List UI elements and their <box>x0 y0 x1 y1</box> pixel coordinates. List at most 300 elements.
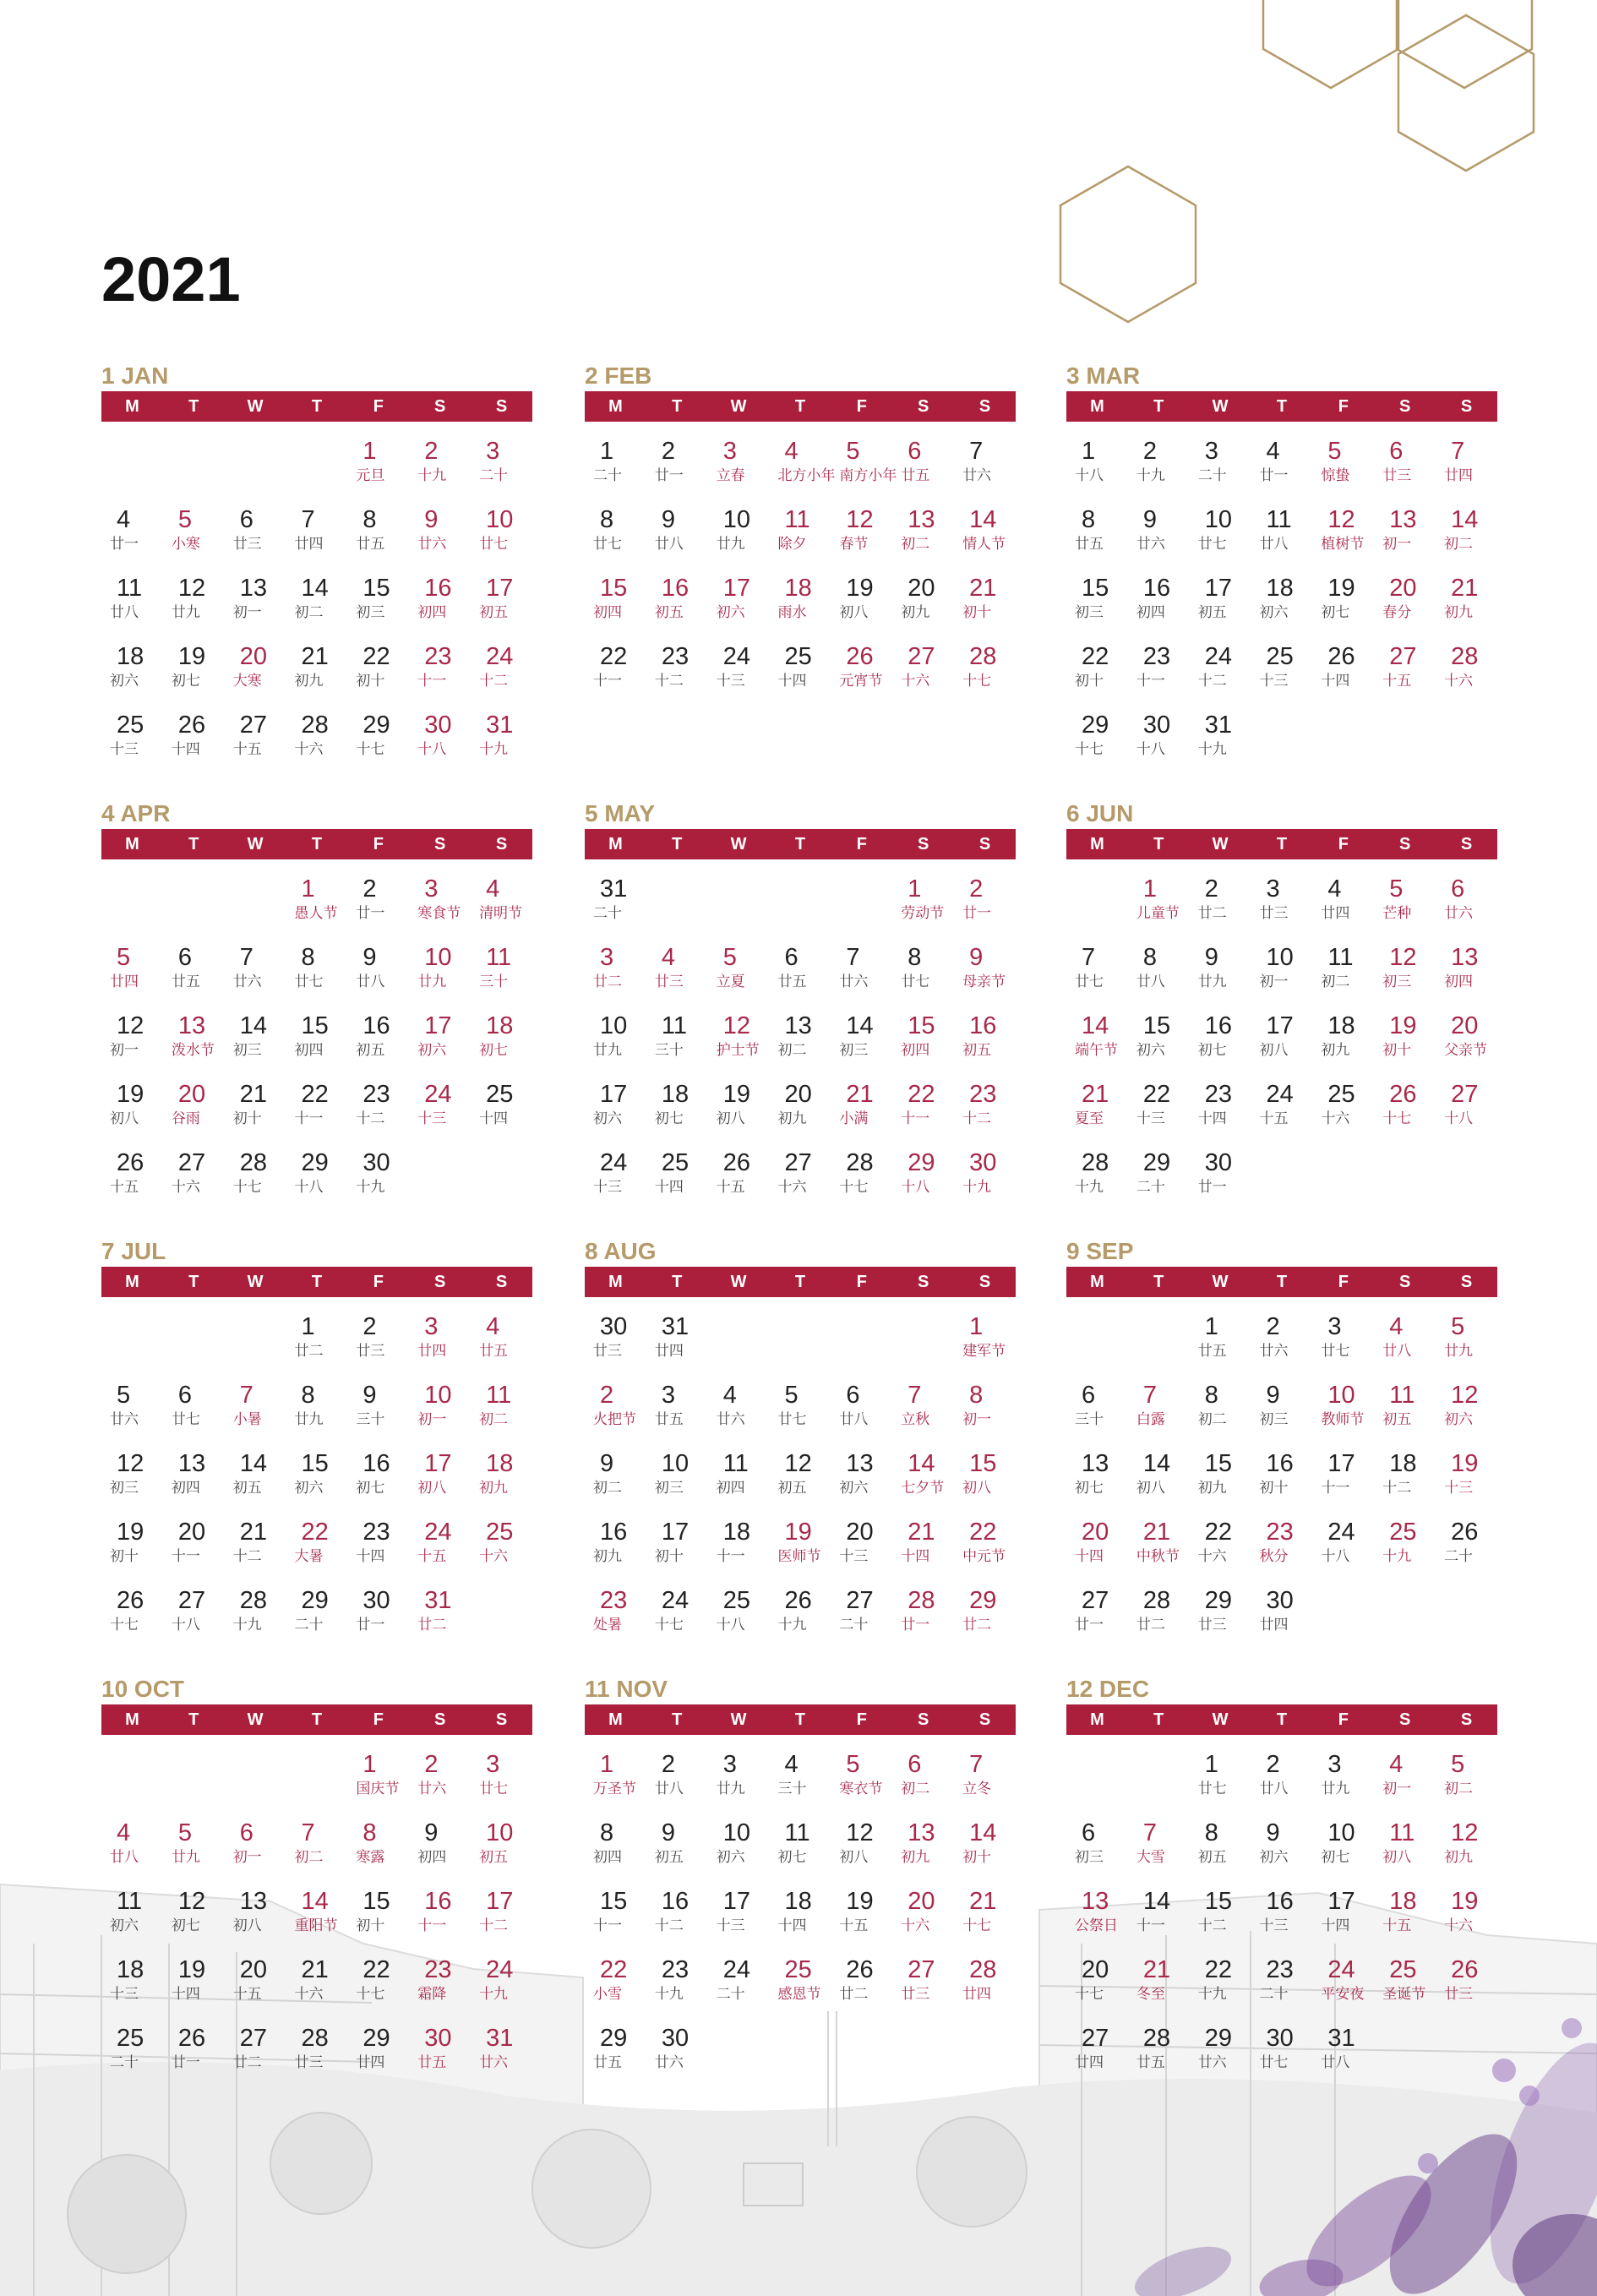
day-number: 9 <box>362 1382 377 1409</box>
day-number: 6 <box>1082 1819 1096 1846</box>
day-number: 2 <box>969 875 984 903</box>
day-number: 6 <box>908 1751 922 1778</box>
day-number: 22 <box>362 643 390 670</box>
lunar-label: 七夕节 <box>901 1480 945 1497</box>
weekday-label: S <box>433 1710 446 1729</box>
lunar-label: 廿三 <box>1382 467 1412 484</box>
empty-cell <box>1066 1304 1128 1372</box>
weekday-label: T <box>188 1710 199 1729</box>
lunar-label: 初十 <box>110 1548 139 1565</box>
day-number: 15 <box>362 1888 390 1915</box>
lunar-label: 十五 <box>1259 1110 1289 1127</box>
lunar-label: 十八 <box>171 1617 200 1633</box>
day-cell <box>1251 634 1313 702</box>
day-cell <box>1312 1879 1374 1947</box>
lunar-label: 廿九 <box>171 1849 200 1866</box>
day-number: 5 <box>1451 1751 1465 1778</box>
day-number: 22 <box>600 643 628 670</box>
day-cell <box>163 1140 225 1208</box>
weekday-label: M <box>608 396 623 416</box>
lunar-label: 十八 <box>417 741 447 758</box>
lunar-label: 初二 <box>1444 1781 1474 1797</box>
day-number: 21 <box>301 1956 329 1983</box>
lunar-label: 初七 <box>1197 1042 1227 1059</box>
day-cell <box>585 1947 646 2015</box>
day-cell <box>409 1072 471 1140</box>
lunar-label: 十七 <box>962 673 992 690</box>
day-number: 23 <box>424 643 452 670</box>
day-number: 22 <box>362 1956 390 1983</box>
lunar-label: 初四 <box>1444 973 1474 990</box>
day-number: 4 <box>1327 875 1342 903</box>
day-cell <box>225 2015 286 2084</box>
day-number: 3 <box>722 438 737 465</box>
day-cell <box>646 1947 708 2015</box>
day-number: 14 <box>1082 1012 1109 1039</box>
day-cell <box>585 1140 646 1208</box>
day-number: 1 <box>301 875 315 903</box>
day-number: 23 <box>661 1956 689 1983</box>
day-cell <box>646 1372 708 1441</box>
day-number: 13 <box>908 1819 935 1846</box>
day-number: 18 <box>1389 1888 1417 1915</box>
day-cell <box>770 634 831 702</box>
lunar-label: 十三 <box>1444 1480 1474 1497</box>
day-cell <box>471 1441 532 1509</box>
day-cell <box>1066 497 1128 565</box>
day-cell <box>409 1372 471 1441</box>
lunar-label: 廿六 <box>1444 905 1474 922</box>
day-number: 19 <box>1327 575 1355 602</box>
day-number: 15 <box>600 575 628 602</box>
lunar-label: 十一 <box>716 1548 745 1565</box>
day-number: 20 <box>846 1519 874 1546</box>
lunar-label: 儿童节 <box>1136 905 1180 922</box>
weekday-label: T <box>1276 834 1288 854</box>
day-cell <box>708 1072 770 1140</box>
day-number: 29 <box>1142 1149 1171 1176</box>
lunar-label: 十九 <box>777 1617 807 1633</box>
day-number: 17 <box>424 1012 452 1039</box>
lunar-label: 初七 <box>1075 1480 1104 1497</box>
day-cell <box>101 1140 163 1208</box>
lunar-label: 十四 <box>777 1917 807 1934</box>
weekday-label: M <box>608 1272 623 1291</box>
day-cell <box>225 1072 286 1140</box>
lunar-label: 十九 <box>1382 1548 1412 1565</box>
lunar-label: 除夕 <box>777 536 807 553</box>
day-cell <box>892 565 954 634</box>
lunar-label: 建军节 <box>962 1343 1006 1360</box>
lunar-label: 十六 <box>901 673 930 690</box>
day-number: 11 <box>722 1450 749 1477</box>
day-number: 20 <box>1082 1956 1109 1983</box>
month-title: 9 SEP <box>1066 1238 1134 1264</box>
weekday-label: S <box>495 1272 508 1291</box>
day-number: 16 <box>1266 1450 1294 1477</box>
lunar-label: 十六 <box>479 1548 509 1565</box>
day-number: 16 <box>1142 575 1171 602</box>
day-number: 8 <box>1204 1382 1218 1409</box>
weekday-label: T <box>672 1272 683 1291</box>
day-grid <box>101 1297 532 1646</box>
day-number: 24 <box>722 1956 750 1983</box>
day-number: 29 <box>1204 2025 1232 2052</box>
weekday-label: S <box>917 834 929 854</box>
day-cell <box>1436 1879 1497 1947</box>
lunar-label: 初六 <box>593 1110 622 1127</box>
empty-cell <box>101 866 163 935</box>
day-cell <box>1436 565 1497 634</box>
empty-cell <box>646 866 708 935</box>
day-number: 8 <box>362 1819 377 1846</box>
day-cell <box>892 1140 954 1208</box>
day-number: 6 <box>239 506 253 533</box>
day-number: 30 <box>969 1149 997 1176</box>
lunar-label: 十七 <box>1075 741 1104 758</box>
day-cell <box>286 866 348 935</box>
day-cell <box>770 1441 831 1509</box>
lunar-label: 廿四 <box>654 1343 684 1360</box>
lunar-label: 廿二 <box>839 1986 869 2003</box>
lunar-label: 初九 <box>901 604 930 621</box>
lunar-label: 廿九 <box>1444 1343 1474 1360</box>
lunar-label: 廿五 <box>1136 2054 1165 2071</box>
lunar-label: 廿六 <box>716 1411 745 1428</box>
lunar-label: 初二 <box>1197 1411 1227 1428</box>
day-number: 8 <box>1142 944 1157 971</box>
lunar-label: 十六 <box>777 1179 807 1196</box>
lunar-label: 廿六 <box>110 1411 139 1428</box>
day-cell <box>1128 1947 1190 2015</box>
day-cell <box>1128 935 1190 1003</box>
day-number: 29 <box>600 2025 628 2052</box>
lunar-label: 廿五 <box>417 2054 447 2071</box>
lunar-label: 谷雨 <box>171 1110 200 1127</box>
day-cell <box>954 1879 1016 1947</box>
day-number: 13 <box>1389 506 1417 533</box>
day-cell <box>585 1742 646 1810</box>
day-cell <box>471 1304 532 1372</box>
day-number: 29 <box>969 1587 997 1614</box>
day-cell <box>585 1509 646 1578</box>
lunar-label: 十二 <box>479 1917 509 1934</box>
lunar-label: 十八 <box>716 1617 745 1633</box>
day-cell <box>1128 702 1190 771</box>
lunar-label: 十三 <box>417 1110 447 1127</box>
day-cell <box>101 565 163 634</box>
lunar-label: 廿四 <box>417 1343 447 1360</box>
day-cell <box>286 1072 348 1140</box>
month-block <box>101 361 532 771</box>
lunar-label: 初五 <box>654 1849 684 1866</box>
day-number: 1 <box>908 875 922 903</box>
day-number: 4 <box>784 438 798 465</box>
day-cell <box>1251 1742 1313 1810</box>
day-cell <box>163 702 225 771</box>
lunar-label: 廿五 <box>479 1343 509 1360</box>
lunar-label: 端午节 <box>1075 1042 1118 1059</box>
month-title: 5 MAY <box>585 800 656 826</box>
day-cell <box>831 428 897 497</box>
weekday-label: S <box>917 396 929 416</box>
day-cell <box>101 1441 163 1509</box>
day-cell <box>646 497 708 565</box>
day-cell <box>409 428 471 497</box>
day-number: 5 <box>1451 1313 1465 1340</box>
lunar-label: 三十 <box>654 1042 684 1059</box>
day-number: 21 <box>1142 1956 1171 1983</box>
empty-cell <box>831 1304 892 1372</box>
day-number: 16 <box>1204 1012 1232 1039</box>
day-number: 4 <box>1266 438 1280 465</box>
day-number: 10 <box>424 944 452 971</box>
lunar-label: 廿七 <box>1259 2054 1289 2071</box>
day-cell <box>1312 866 1374 935</box>
lunar-label: 廿一 <box>356 1617 385 1633</box>
month-block <box>1066 361 1497 771</box>
day-cell <box>286 497 348 565</box>
lunar-label: 秋分 <box>1259 1548 1289 1565</box>
day-number: 8 <box>908 944 922 971</box>
day-number: 30 <box>1142 712 1171 739</box>
day-number: 28 <box>1451 643 1479 670</box>
day-cell <box>286 1578 348 1646</box>
day-number: 12 <box>784 1450 812 1477</box>
weekday-label: S <box>1398 1272 1411 1291</box>
lunar-label: 初二 <box>901 536 930 553</box>
day-cell <box>1066 565 1128 634</box>
day-cell <box>954 1742 1016 1810</box>
day-number: 6 <box>177 944 192 971</box>
day-cell <box>225 702 286 771</box>
day-cell <box>471 1947 532 2015</box>
day-cell <box>1128 428 1190 497</box>
day-number: 24 <box>722 643 750 670</box>
day-number: 17 <box>486 575 514 602</box>
day-cell <box>347 634 409 702</box>
lunar-label: 初一 <box>232 604 262 621</box>
lunar-label: 初五 <box>232 1480 262 1497</box>
lunar-label: 十九 <box>356 1179 385 1196</box>
weekday-label: T <box>1276 1272 1288 1291</box>
lunar-label: 十四 <box>1321 673 1350 690</box>
day-number: 30 <box>424 712 452 739</box>
lunar-label: 十一 <box>593 673 622 690</box>
lunar-label: 初四 <box>1136 604 1165 621</box>
day-cell <box>347 1879 409 1947</box>
lunar-label: 春分 <box>1382 604 1412 621</box>
day-number: 12 <box>722 1012 750 1039</box>
lunar-label: 十一 <box>1136 1917 1165 1934</box>
lunar-label: 廿二 <box>1197 905 1227 922</box>
day-cell <box>1436 1742 1497 1810</box>
lunar-label: 十六 <box>294 1986 324 2003</box>
day-cell <box>163 1441 225 1509</box>
day-number: 7 <box>301 506 315 533</box>
day-number: 4 <box>486 1313 500 1340</box>
lunar-label: 廿八 <box>1136 973 1165 990</box>
weekday-label: T <box>1153 396 1164 416</box>
day-cell <box>770 565 831 634</box>
day-cell <box>163 1372 225 1441</box>
day-cell <box>708 1947 770 2015</box>
day-cell <box>770 1810 831 1879</box>
weekday-label: F <box>856 396 867 416</box>
lunar-label: 廿一 <box>1259 467 1289 484</box>
day-number: 27 <box>177 1149 206 1176</box>
day-cell <box>646 1003 708 1072</box>
weekday-label: T <box>1153 1710 1164 1729</box>
empty-cell <box>163 1742 225 1810</box>
day-cell <box>1251 1578 1313 1646</box>
day-number: 4 <box>661 944 675 971</box>
day-number: 13 <box>239 575 267 602</box>
day-number: 19 <box>117 1081 144 1108</box>
lunar-label: 廿七 <box>171 1411 200 1428</box>
day-cell <box>1128 1003 1190 1072</box>
lunar-label: 十三 <box>593 1179 622 1196</box>
lunar-label: 初八 <box>1136 1480 1165 1497</box>
lunar-label: 初二 <box>901 1781 930 1797</box>
day-number: 23 <box>661 643 689 670</box>
lunar-label: 十六 <box>171 1179 200 1196</box>
day-number: 5 <box>117 1382 131 1409</box>
lunar-label: 二十 <box>593 467 622 484</box>
weekday-label: S <box>1460 396 1473 416</box>
day-number: 19 <box>117 1519 144 1546</box>
day-cell <box>1066 1140 1128 1208</box>
weekday-label: W <box>1212 1272 1229 1291</box>
day-cell <box>770 1578 831 1646</box>
lunar-label: 廿六 <box>479 2054 509 2071</box>
lunar-label: 廿四 <box>1075 2054 1104 2071</box>
day-cell <box>646 1879 708 1947</box>
day-cell <box>1190 497 1251 565</box>
day-cell <box>1251 428 1313 497</box>
day-cell <box>585 1072 646 1140</box>
day-cell <box>585 935 646 1003</box>
day-number: 17 <box>486 1888 514 1915</box>
day-number: 8 <box>600 1819 614 1846</box>
day-number: 5 <box>117 944 131 971</box>
day-number: 6 <box>239 1819 253 1846</box>
day-number: 21 <box>1451 575 1479 602</box>
day-cell <box>954 565 1016 634</box>
day-number: 30 <box>600 1313 628 1340</box>
day-cell <box>1190 1509 1251 1578</box>
day-number: 5 <box>784 1382 798 1409</box>
day-cell <box>770 935 831 1003</box>
lunar-label: 二十 <box>1259 1986 1289 2003</box>
day-number: 11 <box>486 944 512 971</box>
lunar-label: 父亲节 <box>1444 1042 1488 1059</box>
day-number: 18 <box>661 1081 689 1108</box>
day-number: 10 <box>722 506 750 533</box>
lunar-label: 廿六 <box>417 536 447 553</box>
lunar-label: 初五 <box>479 604 509 621</box>
weekday-label: S <box>1460 834 1473 854</box>
day-cell <box>770 1372 831 1441</box>
day-cell <box>892 428 954 497</box>
day-number: 27 <box>239 2025 267 2052</box>
day-number: 29 <box>301 1149 329 1176</box>
day-cell <box>831 1578 892 1646</box>
lunar-label: 十六 <box>1321 1110 1350 1127</box>
lunar-label: 十二 <box>654 673 684 690</box>
lunar-label: 十九 <box>654 1986 684 2003</box>
day-cell <box>831 1879 892 1947</box>
day-grid <box>585 1297 1016 1646</box>
day-number: 21 <box>969 1888 997 1915</box>
day-cell <box>1190 1441 1251 1509</box>
lunar-label: 廿九 <box>716 1781 745 1797</box>
lunar-label: 廿五 <box>1075 536 1104 553</box>
day-cell <box>471 1742 532 1810</box>
day-number: 26 <box>846 643 874 670</box>
lunar-label: 廿一 <box>1197 1179 1227 1196</box>
lunar-label: 十三 <box>110 741 139 758</box>
day-number: 14 <box>969 506 997 533</box>
weekday-label: S <box>495 1710 508 1729</box>
day-number: 4 <box>117 1819 131 1846</box>
day-number: 18 <box>486 1012 514 1039</box>
day-number: 7 <box>1142 1819 1157 1846</box>
day-cell <box>347 1372 409 1441</box>
lunar-label: 廿九 <box>417 973 447 990</box>
day-cell <box>1374 1947 1436 2015</box>
day-number: 17 <box>600 1081 628 1108</box>
lunar-label: 十二 <box>479 673 509 690</box>
month-block <box>585 1674 1016 2084</box>
day-number: 10 <box>661 1450 689 1477</box>
day-cell <box>1374 1072 1436 1140</box>
day-cell <box>409 1578 471 1646</box>
weekday-label: T <box>1276 396 1288 416</box>
day-cell <box>831 634 892 702</box>
weekday-label: T <box>672 834 683 854</box>
lunar-label: 白露 <box>1136 1411 1165 1428</box>
day-number: 2 <box>362 875 377 903</box>
day-cell <box>1436 634 1497 702</box>
lunar-label: 十二 <box>1197 1917 1227 1934</box>
lunar-label: 廿五 <box>356 536 385 553</box>
day-number: 10 <box>1327 1382 1355 1409</box>
day-number: 4 <box>1389 1751 1404 1778</box>
day-cell <box>1312 565 1374 634</box>
day-number: 1 <box>969 1313 984 1340</box>
day-cell <box>708 1372 770 1441</box>
day-cell <box>1066 634 1128 702</box>
day-cell <box>892 1742 954 1810</box>
lunar-label: 初六 <box>110 1917 139 1934</box>
day-number: 21 <box>1082 1081 1109 1108</box>
weekday-label: T <box>311 834 323 854</box>
day-number: 22 <box>969 1519 997 1546</box>
day-cell <box>163 1003 225 1072</box>
day-number: 22 <box>1204 1519 1232 1546</box>
day-cell <box>1190 1304 1251 1372</box>
empty-cell <box>286 1742 348 1810</box>
day-number: 31 <box>600 875 628 903</box>
lunar-label: 二十 <box>839 1617 869 1633</box>
day-number: 28 <box>301 2025 329 2052</box>
day-cell <box>1251 565 1313 634</box>
day-cell <box>347 935 409 1003</box>
lunar-label: 十九 <box>479 1986 509 2003</box>
day-number: 26 <box>1389 1081 1417 1108</box>
lunar-label: 中秋节 <box>1136 1548 1180 1565</box>
